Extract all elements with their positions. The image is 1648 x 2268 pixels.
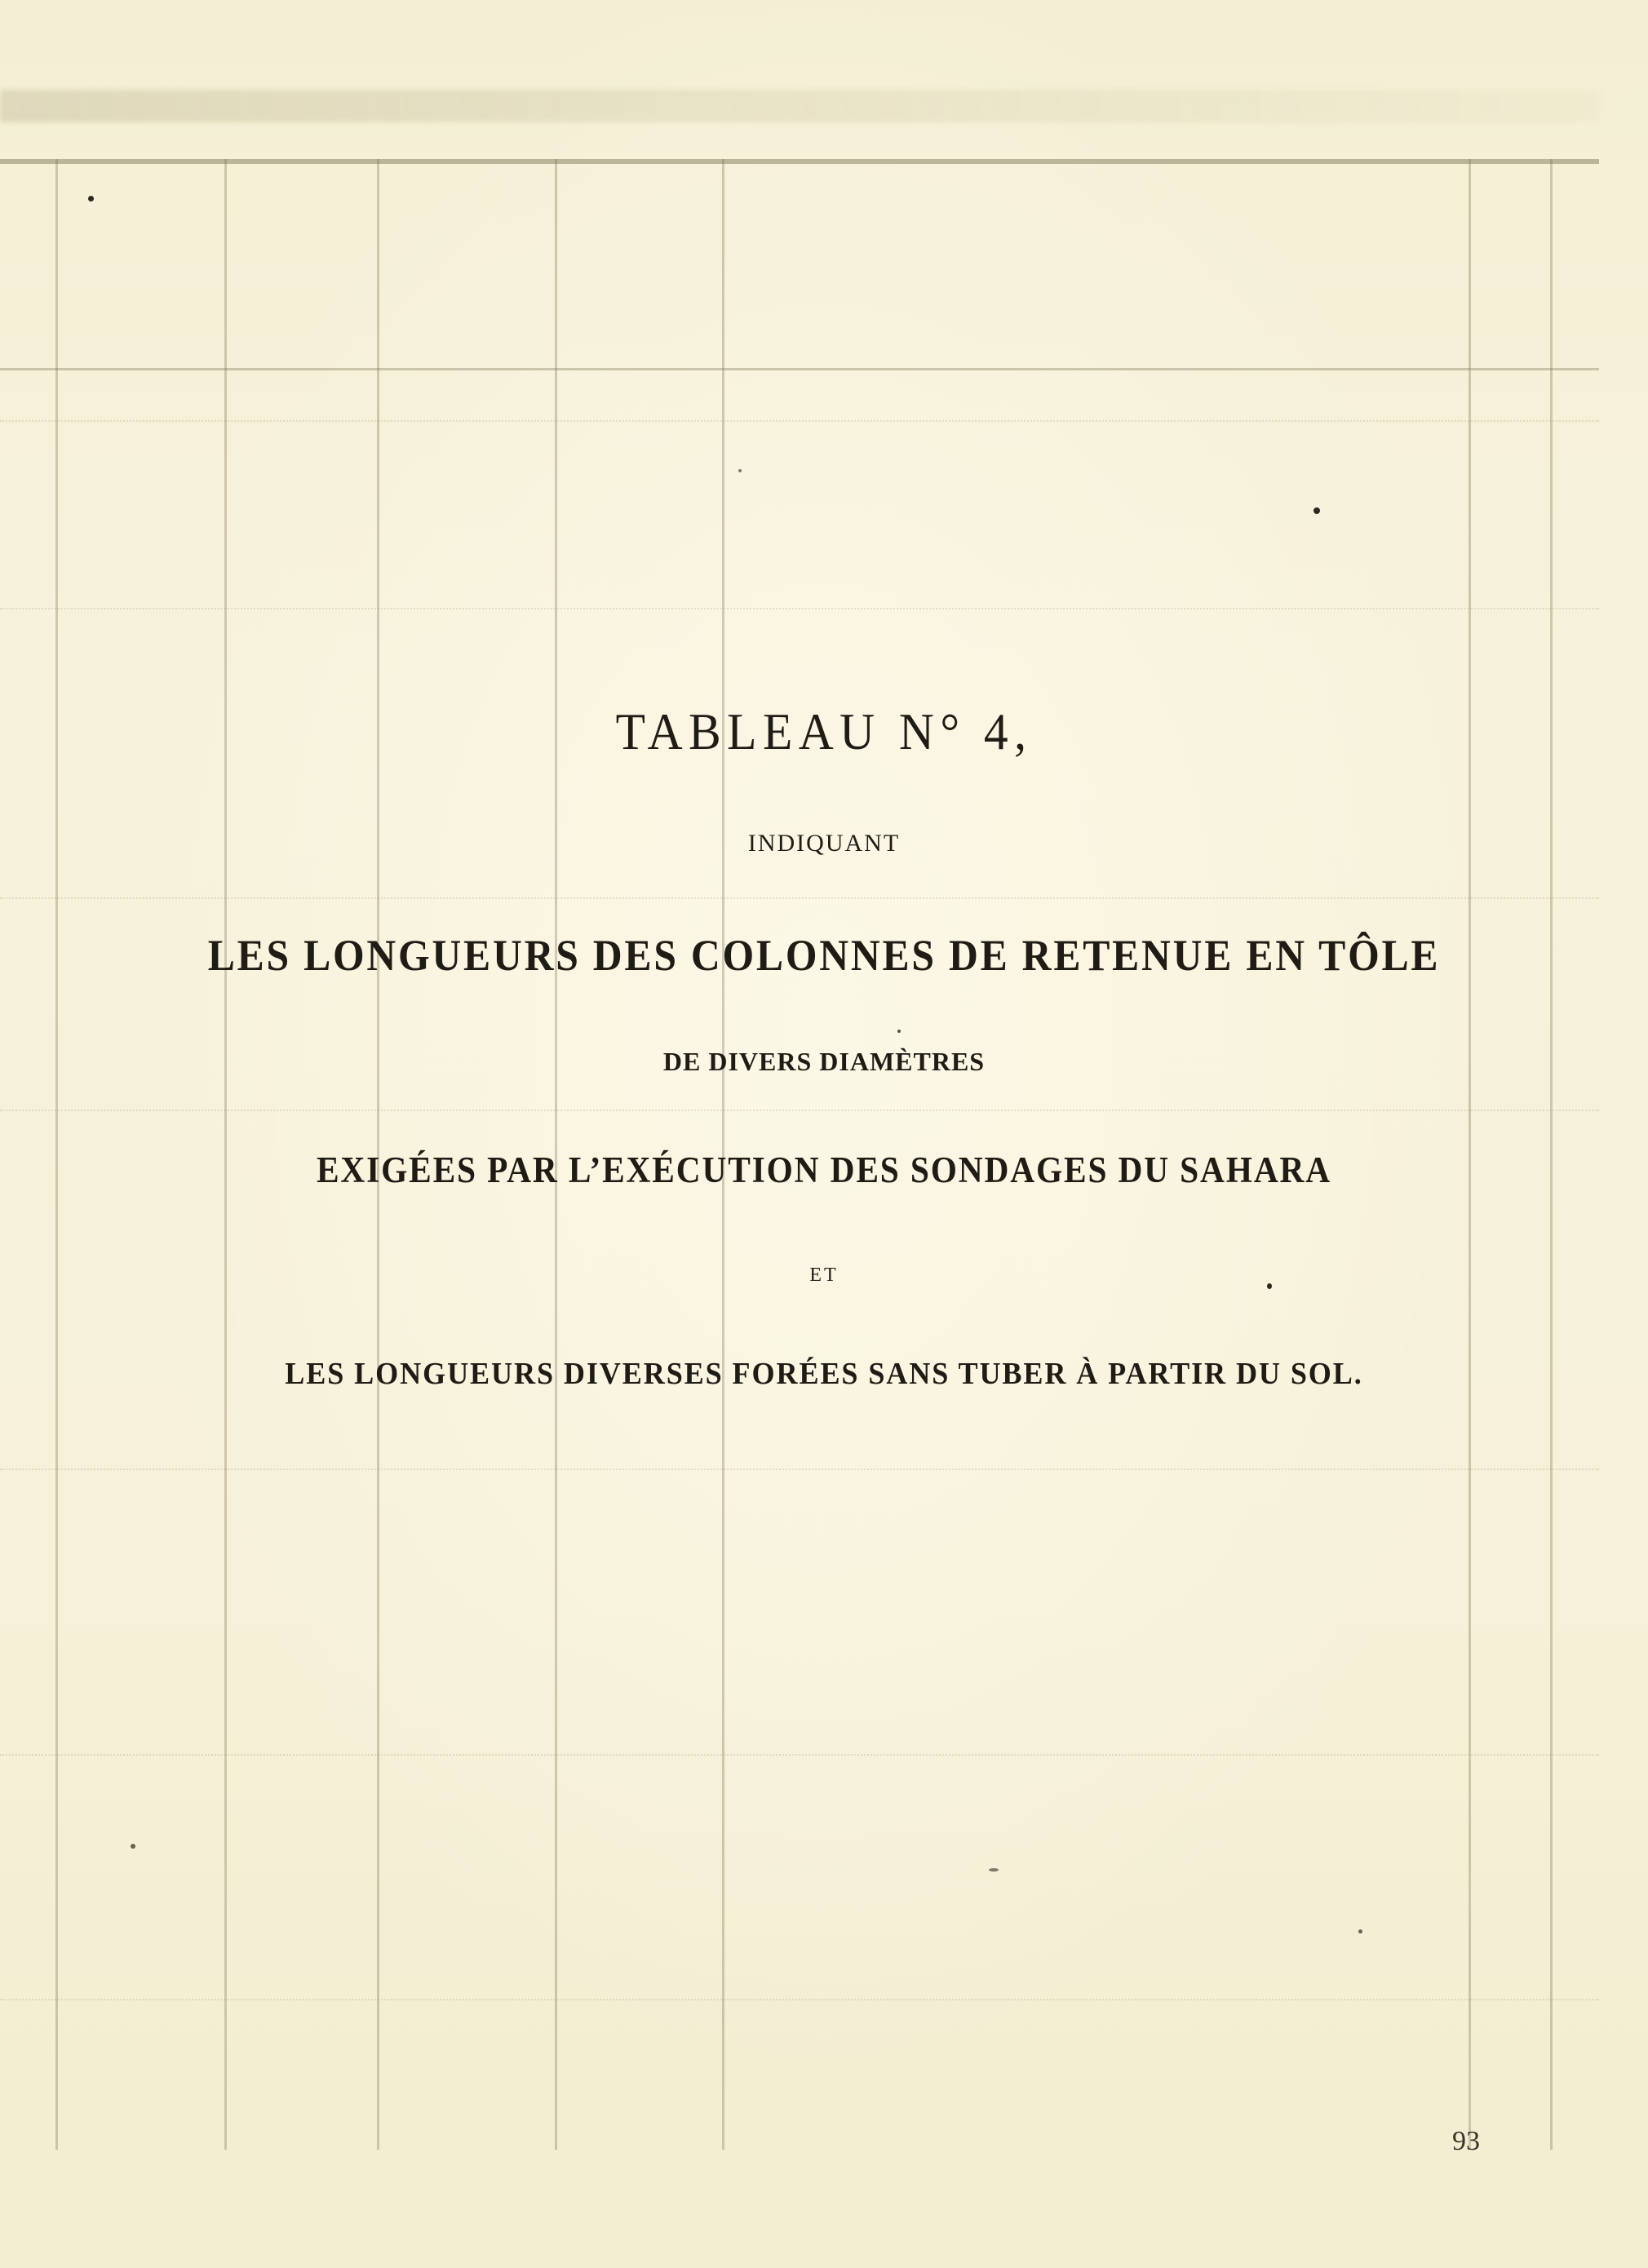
ghost-table-header [0, 159, 1599, 370]
ghost-table-row-rule [0, 1468, 1599, 1470]
ink-speck [131, 1844, 135, 1849]
ghost-table-row-rule [0, 1110, 1599, 1111]
requirement-line: EXIGÉES PAR L’EXÉCUTION DES SONDAGES DU SAHARA [316, 1150, 1332, 1190]
page-title: TABLEAU N° 4, [615, 702, 1033, 760]
ghost-table-row-rule [0, 897, 1599, 899]
ink-speck [897, 1030, 901, 1033]
conjunction: ET [809, 1265, 839, 1286]
ghost-table-title [0, 90, 1599, 122]
ghost-table-row-rule [0, 1754, 1599, 1756]
ink-speck [738, 469, 742, 472]
main-heading: LES LONGUEURS DES COLONNES DE RETENUE EN TÔLE [207, 931, 1441, 980]
closing-line: LES LONGUEURS DIVERSES FORÉES SANS TUBER À PARTIR DU SOL. [285, 1357, 1363, 1391]
ghost-table-row-rule [0, 1999, 1599, 2000]
ink-speck [88, 196, 94, 202]
ink-speck [1267, 1283, 1272, 1289]
ink-speck [1358, 1929, 1362, 1934]
intro-word: INDIQUANT [747, 830, 901, 857]
ink-speck [1314, 507, 1320, 514]
ghost-table-row-rule [0, 608, 1599, 609]
ink-speck [989, 1868, 999, 1872]
diameters-line: DE DIVERS DIAMÈTRES [662, 1047, 986, 1076]
ghost-table-rule [55, 159, 58, 2150]
ghost-table-row-rule [0, 420, 1599, 422]
page-number: 93 [1452, 2126, 1480, 2156]
